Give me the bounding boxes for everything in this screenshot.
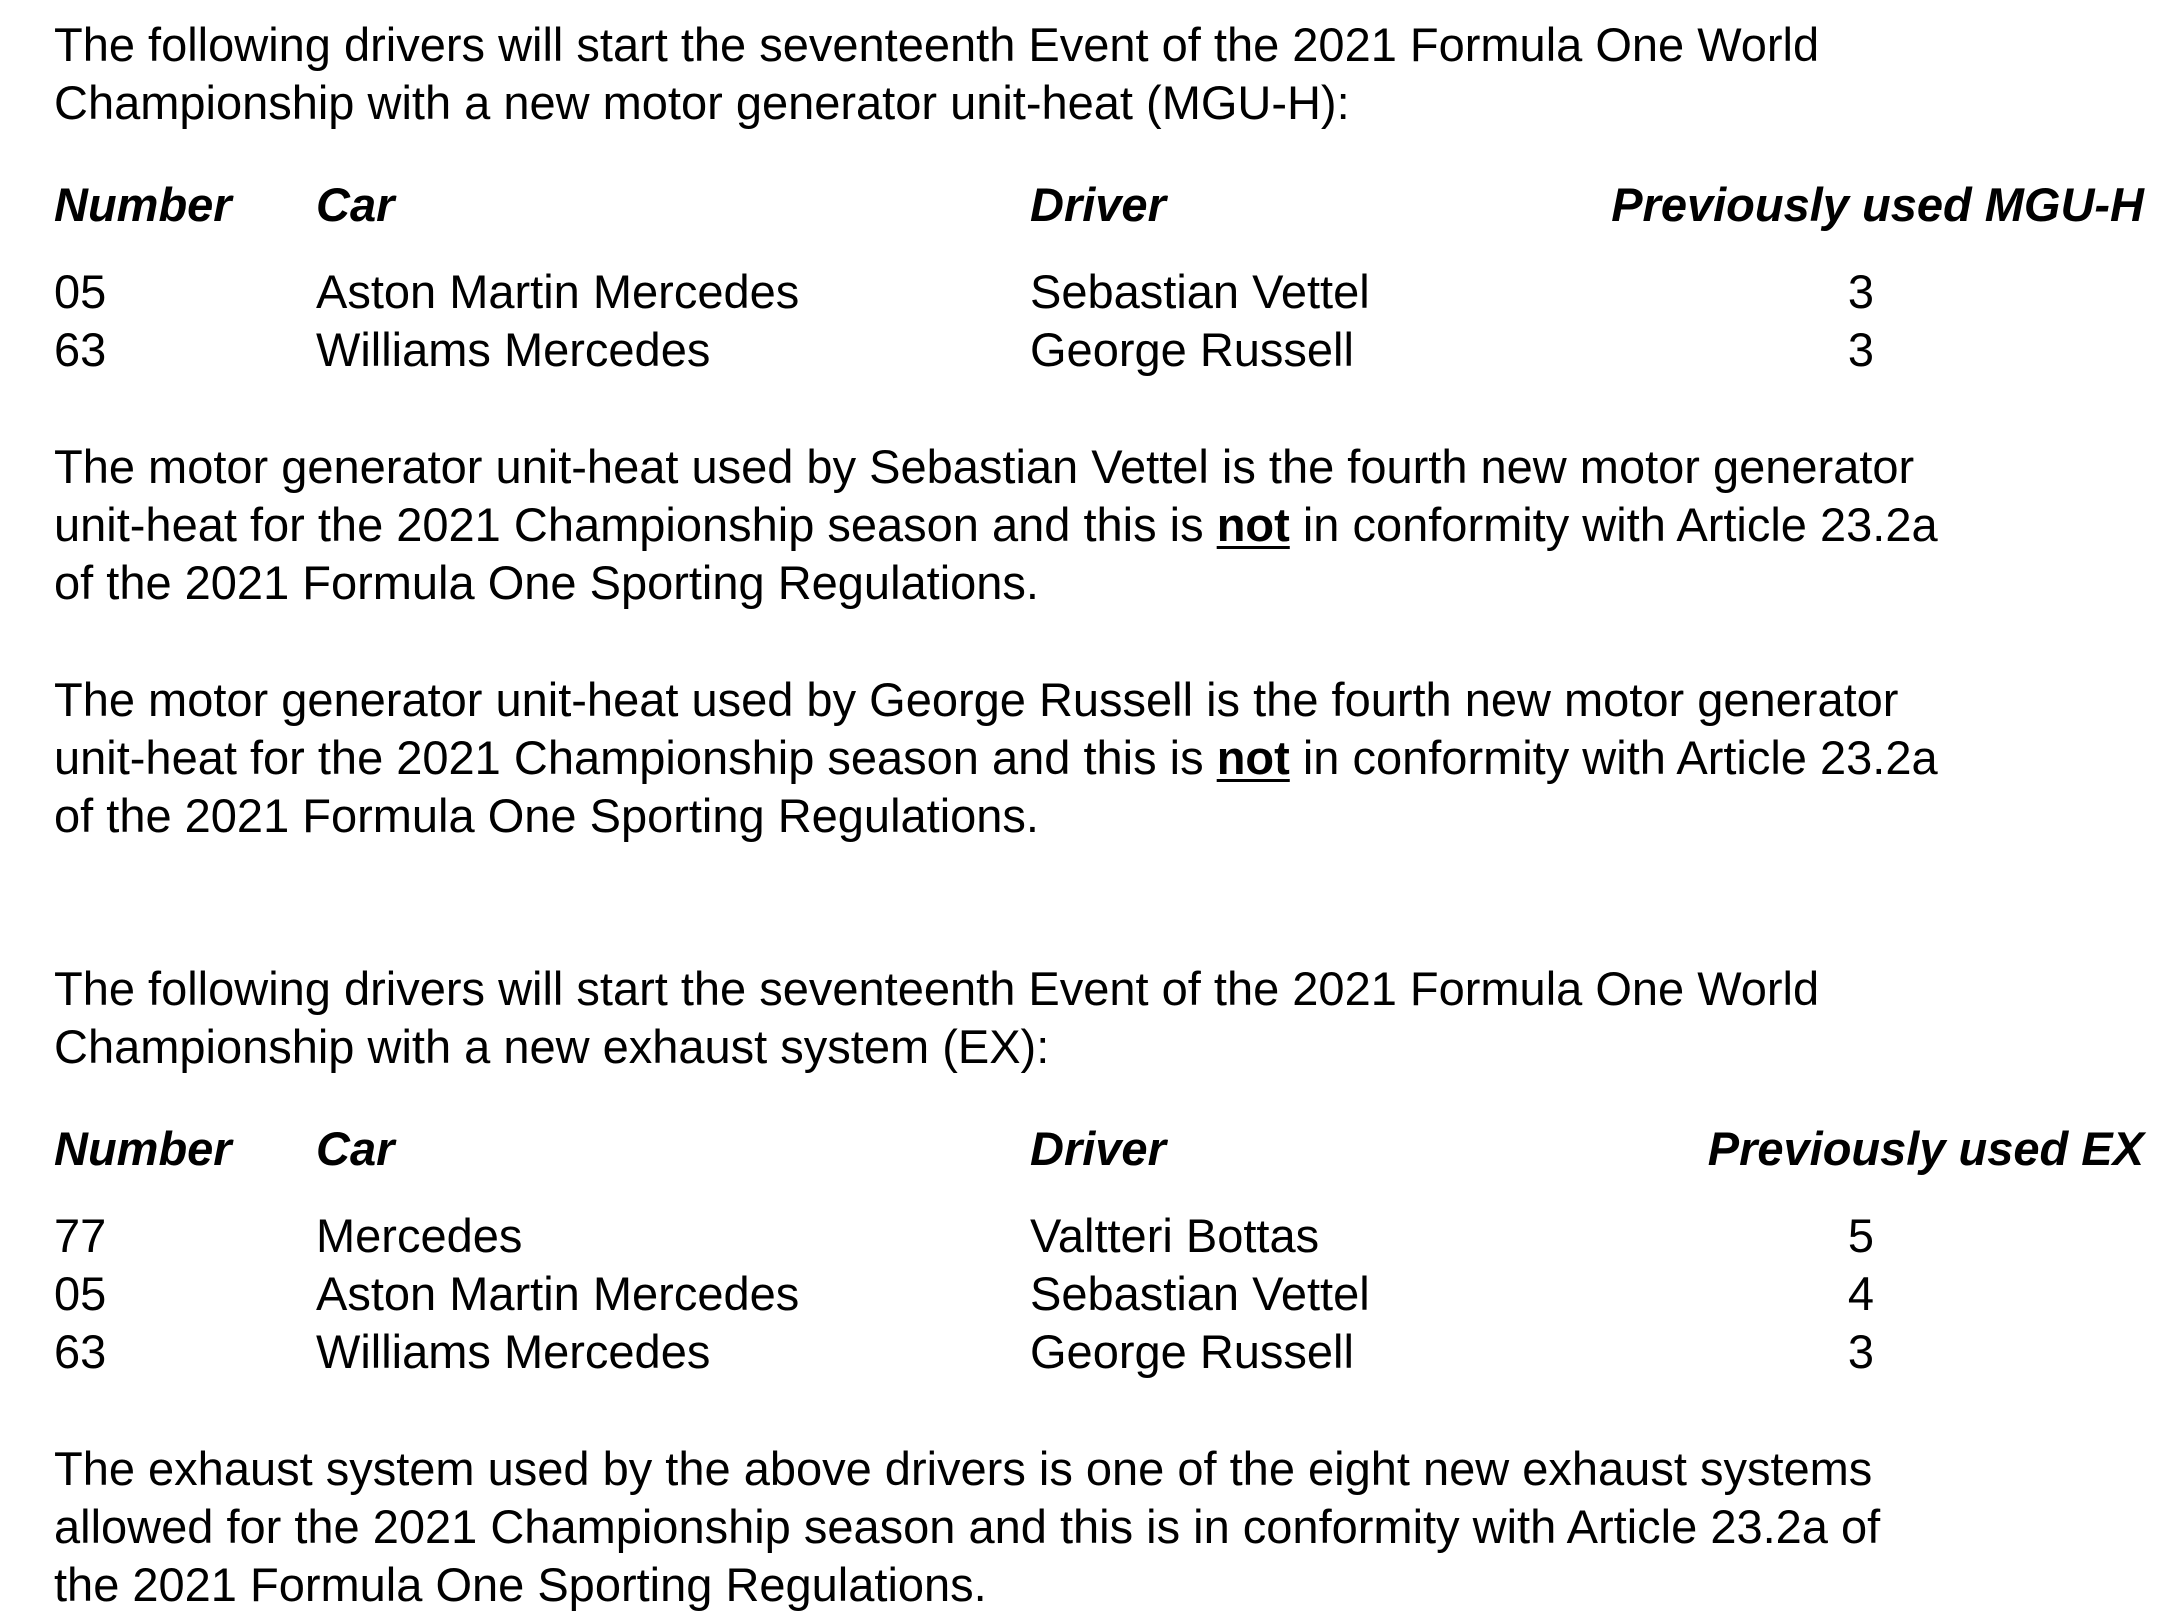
emphasis-not: not — [1216, 731, 1290, 784]
russell-note-line-3: of the 2021 Formula One Sporting Regulations. — [54, 789, 1039, 842]
russell-conformity-note — [54, 671, 2144, 845]
cell-previously-used: 3 — [1847, 1325, 1875, 1378]
cell-number: 05 — [54, 265, 107, 318]
mguh-intro-paragraph — [54, 16, 2144, 132]
mguh-table-header — [54, 176, 2144, 234]
table-row — [54, 1207, 2144, 1265]
cell-number: 05 — [54, 1267, 107, 1320]
vettel-note-line-3: of the 2021 Formula One Sporting Regulations. — [54, 556, 1039, 609]
ex-intro-line-1: The following drivers will start the seventeenth Event of the 2021 Formula One World — [54, 962, 1820, 1015]
header-previously-used: Previously used EX — [1707, 1122, 2144, 1175]
emphasis-not: not — [1216, 498, 1290, 551]
header-number: Number — [54, 178, 232, 231]
cell-previously-used: 3 — [1847, 265, 1875, 318]
cell-car: Aston Martin Mercedes — [316, 1267, 800, 1320]
cell-number: 77 — [54, 1209, 107, 1262]
header-driver: Driver — [1030, 178, 1166, 231]
cell-driver: George Russell — [1030, 1325, 1354, 1378]
table-row — [54, 321, 2144, 379]
ex-intro-paragraph — [54, 960, 2144, 1076]
cell-previously-used: 5 — [1847, 1209, 1875, 1262]
cell-driver: Sebastian Vettel — [1030, 1267, 1370, 1320]
russell-note-line-2 — [54, 729, 2144, 787]
ex-intro-line-2: Championship with a new exhaust system (EX): — [54, 1020, 1050, 1073]
vettel-conformity-note — [54, 438, 2144, 612]
ex-note-line-2: allowed for the 2021 Championship season and this is in conformity with Article 23.2a of — [54, 1500, 1881, 1553]
cell-number: 63 — [54, 323, 107, 376]
table-row — [54, 263, 2144, 321]
table-row — [54, 1265, 2144, 1323]
mguh-intro-line-1: The following drivers will start the seventeenth Event of the 2021 Formula One World — [54, 18, 1820, 71]
header-number: Number — [54, 1122, 232, 1175]
header-previously-used: Previously used MGU-H — [1611, 178, 2144, 231]
cell-car: Williams Mercedes — [316, 1325, 711, 1378]
russell-note-text: in conformity with Article 23.2a — [1289, 731, 1938, 784]
cell-driver: Valtteri Bottas — [1030, 1209, 1320, 1262]
cell-car: Williams Mercedes — [316, 323, 711, 376]
vettel-note-text: unit-heat for the 2021 Championship season and this is — [54, 498, 1217, 551]
cell-previously-used: 3 — [1847, 323, 1875, 376]
header-driver: Driver — [1030, 1122, 1166, 1175]
table-row — [54, 1323, 2144, 1381]
ex-conformity-note — [54, 1440, 2144, 1614]
header-car: Car — [316, 1122, 395, 1175]
vettel-note-text: in conformity with Article 23.2a — [1289, 498, 1938, 551]
ex-note-line-3: the 2021 Formula One Sporting Regulations. — [54, 1558, 987, 1611]
cell-driver: George Russell — [1030, 323, 1354, 376]
mguh-intro-line-2: Championship with a new motor generator unit-heat (MGU-H): — [54, 76, 1350, 129]
ex-table — [54, 1120, 2144, 1381]
header-car: Car — [316, 178, 395, 231]
cell-driver: Sebastian Vettel — [1030, 265, 1370, 318]
mguh-table — [54, 176, 2144, 379]
vettel-note-line-1: The motor generator unit-heat used by Sebastian Vettel is the fourth new motor generator — [54, 440, 1915, 493]
cell-number: 63 — [54, 1325, 107, 1378]
cell-previously-used: 4 — [1847, 1267, 1875, 1320]
cell-car: Mercedes — [316, 1209, 523, 1262]
cell-car: Aston Martin Mercedes — [316, 265, 800, 318]
russell-note-line-1: The motor generator unit-heat used by George Russell is the fourth new motor generator — [54, 673, 1899, 726]
vettel-note-line-2 — [54, 496, 2144, 554]
ex-table-header — [54, 1120, 2144, 1178]
russell-note-text: unit-heat for the 2021 Championship season and this is — [54, 731, 1217, 784]
ex-note-line-1: The exhaust system used by the above drivers is one of the eight new exhaust systems — [54, 1442, 1873, 1495]
